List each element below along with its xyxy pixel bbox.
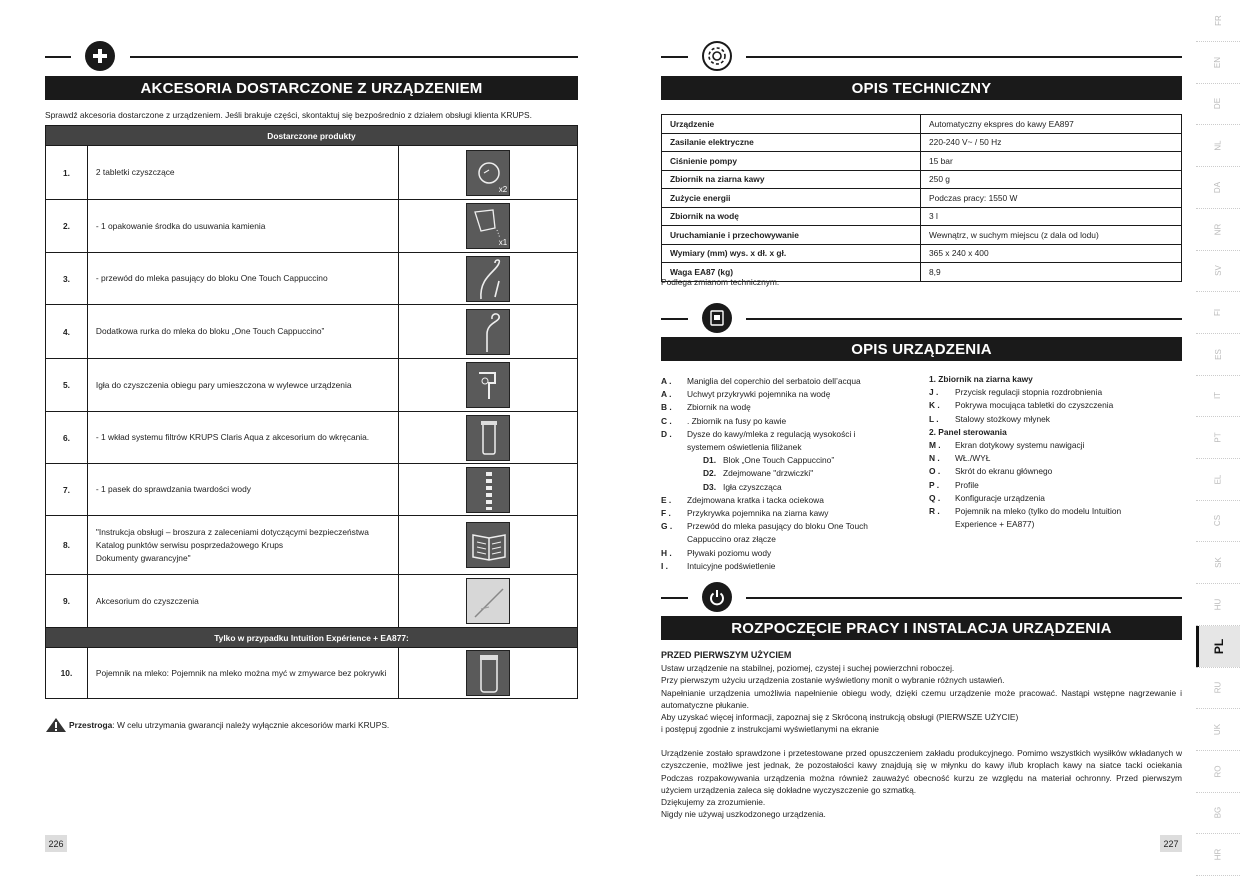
language-tab-uk[interactable]: UK: [1213, 723, 1223, 735]
coffee-machine-icon: [702, 303, 732, 333]
row-number: 8.: [46, 516, 88, 575]
section-title-device: OPIS URZĄDZENIA: [661, 337, 1182, 361]
spec-value: 250 g: [921, 170, 1182, 189]
language-tab-es[interactable]: ES: [1213, 348, 1223, 360]
spec-value: 220-240 V~ / 50 Hz: [921, 133, 1182, 152]
row-description: 2 tabletki czyszczące: [87, 146, 398, 200]
spec-row: [662, 133, 1182, 152]
spec-note: Podlega zmianom technicznym.: [661, 277, 780, 287]
list-item: M . Ekran dotykowy systemu nawigacji: [929, 440, 1085, 450]
table-row: [46, 648, 578, 699]
spec-key: Uruchamianie i przechowywanie: [662, 226, 921, 245]
list-item: R . Pojemnik na mleko (tylko do modelu Intuition: [929, 506, 1122, 516]
spec-key: Waga EA87 (kg): [662, 263, 921, 282]
language-tab-sk[interactable]: SK: [1213, 557, 1223, 568]
gear-icon: [702, 41, 732, 71]
table-subheader: Tylko w przypadku Intuition Expérience + EA877:: [46, 628, 578, 648]
spec-value: 3 l: [921, 207, 1182, 226]
spec-key: Zbiornik na ziarna kawy: [662, 170, 921, 189]
table-row: [46, 412, 578, 464]
list-item: F . Przykrywka pojemnika na ziarna kawy: [661, 508, 829, 518]
spec-row: [662, 170, 1182, 189]
row-number: 3.: [46, 253, 88, 305]
table-row: [46, 516, 578, 575]
list-item: 2. Panel sterowania: [929, 426, 1007, 437]
page-number-right: 227: [1160, 835, 1182, 852]
warning-note: [45, 717, 389, 733]
spec-value: 365 x 240 x 400: [921, 244, 1182, 263]
language-tab-hu[interactable]: HU: [1213, 598, 1223, 611]
spec-value: Wewnątrz, w suchym miejscu (z dala od lodu): [921, 226, 1182, 245]
table-row: [46, 146, 578, 200]
spec-value: 8,9: [921, 263, 1182, 282]
cleaning-needle-icon: [466, 362, 510, 408]
row-description: - 1 wkład systemu filtrów KRUPS Claris Aqua z akcesorium do wkręcania.: [87, 412, 398, 464]
spec-row: [662, 244, 1182, 263]
list-item: G . Przewód do mleka pasujący do bloku One Touch: [661, 521, 868, 532]
first-use-paragraph: Ustaw urządzenie na stabilnej, poziomej, czystej i suchej powierzchni roboczej. Przy pierwszym użyciu urządzenia zostanie wyświetlony monit o wybranie różnych ustawień. Napełnianie urządzenia umożliwia napełnienie obiegu wody, dzięki czemu urządzenie może pracować. Nastąpi wstępne nagrzewanie i automatyczne płukanie. Aby uzyskać więcej informacji, zapoznaj się z Skróconą instrukcją obsługi (PIERWSZE UŻYCIE) i postępuj zgodnie z instrukcjami wyświetlanymi na ekranie: [661, 663, 1182, 735]
language-tab-en[interactable]: EN: [1213, 56, 1223, 68]
spec-row: [662, 115, 1182, 134]
section-title-tech: OPIS TECHNICZNY: [661, 76, 1182, 100]
plus-icon: [85, 41, 115, 71]
spec-key: Zużycie energii: [662, 189, 921, 208]
list-item: L . Stalowy stożkowy młynek: [929, 413, 1050, 424]
descaler-packet-icon: [466, 203, 510, 249]
notice-paragraph: Urządzenie zostało sprawdzone i przetestowane przed opuszczeniem zakładu produkcyjnego. Pomimo wszystkich wysiłków wkładanych w czyszczenie, możliwe jest jednak, że pozostałości kawy znajdują się w młynku do kawy i/lub kroplach kawy na siatce tacki ociekania Podczas rozpakowywania urządzenia można również zauważyć obecność kurzu ze względu na materiał ochronny. Przed pierwszym użyciem urządzenia zaleca się dokładne wyczyszczenie go szmatką. Dziękujemy za zrozumienie. Nigdy nie używaj uszkodzonego urządzenia.: [661, 748, 1182, 820]
row-description: - 1 opakowanie środka do usuwania kamienia: [87, 200, 398, 253]
list-item: systemem oświetlenia filiżanek: [687, 442, 802, 452]
section-title-start: ROZPOCZĘCIE PRACY I INSTALACJA URZĄDZENIA: [661, 616, 1182, 640]
list-item: O . Skrót do ekranu głównego: [929, 466, 1053, 477]
spec-key: Wymiary (mm) wys. x dł. x gł.: [662, 244, 921, 263]
list-item: N . WŁ./WYŁ: [929, 453, 991, 464]
language-tab-ru[interactable]: RU: [1213, 681, 1223, 694]
table-row: [46, 253, 578, 305]
language-tab-de[interactable]: DE: [1213, 98, 1223, 110]
list-item: Q . Konfiguracje urządzenia: [929, 492, 1045, 503]
spec-key: Zasilanie elektryczne: [662, 133, 921, 152]
list-item: B . Zbiornik na wodę: [661, 402, 751, 413]
row-description: Akcesorium do czyszczenia: [87, 575, 398, 628]
quantity-badge: x2: [498, 184, 508, 194]
first-use-heading: PRZED PIERWSZYM UŻYCIEM: [661, 650, 792, 660]
water-filter-icon: [466, 415, 510, 461]
language-tab-el[interactable]: EL: [1213, 474, 1223, 485]
manual-book-icon: [466, 522, 510, 568]
language-tab-fr[interactable]: FR: [1213, 15, 1223, 26]
table-header: Dostarczone produkty: [46, 126, 578, 146]
table-row: [46, 575, 578, 628]
list-item: P . Profile: [929, 479, 979, 490]
language-tab-pl[interactable]: PL: [1196, 626, 1240, 667]
cleaning-accessory-icon: [466, 578, 510, 624]
language-tab-it[interactable]: IT: [1213, 392, 1223, 400]
table-row: [46, 464, 578, 516]
language-tab-bg[interactable]: BG: [1213, 807, 1223, 819]
table-row: [46, 305, 578, 359]
spec-row: [662, 152, 1182, 171]
language-tab-pt[interactable]: PT: [1213, 432, 1223, 443]
accessories-table: [45, 125, 578, 699]
list-item: Cappuccino oraz złącze: [687, 534, 776, 545]
warning-label: Przestroga: [69, 720, 113, 730]
language-tab-sv[interactable]: SV: [1213, 265, 1223, 277]
list-item: I . Intuicyjne podświetlenie: [661, 560, 776, 571]
list-item: H . Pływaki poziomu wody: [661, 547, 772, 558]
quantity-badge: x1: [498, 238, 508, 247]
list-item: Experience + EA877): [955, 519, 1035, 530]
row-description: Pojemnik na mleko: Pojemnik na mleko można myć w zmywarce bez pokrywki: [87, 648, 398, 699]
milk-container-icon: [466, 650, 510, 696]
intro-text: Sprawdź akcesoria dostarczone z urządzeniem. Jeśli brakuje części, skontaktuj się bezpośrednio z działem obsługi klienta KRUPS.: [45, 110, 532, 120]
row-description: Dodatkowa rurka do mleka do bloku „One Touch Cappuccino”: [87, 305, 398, 359]
language-tab-cs[interactable]: CS: [1213, 515, 1223, 527]
spec-row: [662, 226, 1182, 245]
list-item: 1. Zbiornik na ziarna kawy: [929, 374, 1033, 384]
list-item: J . Przycisk regulacji stopnia rozdrobnienia: [929, 387, 1103, 398]
specs-table: [661, 114, 1182, 282]
row-description: - przewód do mleka pasujący do bloku One Touch Cappuccino: [87, 253, 398, 305]
row-number: 2.: [46, 200, 88, 253]
language-tab-fi[interactable]: FI: [1213, 308, 1223, 316]
list-item: D2. Zdejmowane "drzwiczki": [703, 468, 814, 479]
list-item: D . Dysze do kawy/mleka z regulacją wysokości i: [661, 428, 856, 439]
milk-tube-icon: [466, 256, 510, 302]
table-row: [46, 200, 578, 253]
warning-text: : W celu utrzymania gwarancji należy wyłącznie akcesoriów marki KRUPS.: [112, 720, 390, 730]
spec-value: 15 bar: [921, 152, 1182, 171]
row-number: 10.: [46, 648, 88, 699]
spec-key: Zbiornik na wodę: [662, 207, 921, 226]
section-title-accessories: AKCESORIA DOSTARCZONE Z URZĄDZENIEM: [45, 76, 578, 100]
row-number: 6.: [46, 412, 88, 464]
row-description: - 1 pasek do sprawdzania twardości wody: [87, 464, 398, 516]
table-row: [46, 359, 578, 412]
warning-icon: [45, 717, 67, 733]
list-item: A . Uchwyt przykrywki pojemnika na wodę: [661, 389, 831, 400]
list-item: A . Maniglia del coperchio del serbatoio dell’acqua: [661, 376, 861, 386]
language-tab-ro[interactable]: RO: [1213, 765, 1223, 778]
cleaning-tablet-icon: [466, 150, 510, 196]
list-item: C . . Zbiornik na fusy po kawie: [661, 415, 787, 426]
spec-value: Podczas pracy: 1550 W: [921, 189, 1182, 208]
list-item: K . Pokrywa mocująca tabletki do czyszczenia: [929, 400, 1114, 411]
list-item: D1. Blok „One Touch Cappuccino”: [703, 455, 835, 466]
list-item: D3. Igła czyszcząca: [703, 481, 782, 492]
water-hardness-strip-icon: [466, 467, 510, 513]
language-tab-nl[interactable]: NL: [1213, 140, 1223, 151]
language-tab-da[interactable]: DA: [1213, 181, 1223, 193]
row-number: 9.: [46, 575, 88, 628]
page-number-left: 226: [45, 835, 67, 852]
row-number: 4.: [46, 305, 88, 359]
spec-key: Ciśnienie pompy: [662, 152, 921, 171]
language-tab-hr[interactable]: HR: [1213, 848, 1223, 861]
spec-key: Urządzenie: [662, 115, 921, 134]
extra-milk-tube-icon: [466, 309, 510, 355]
row-description: Igła do czyszczenia obiegu pary umieszczona w wylewce urządzenia: [87, 359, 398, 412]
row-description: "Instrukcja obsługi – broszura z zaleceniami dotyczącymi bezpieczeństwa Katalog punktów serwisu posprzedażowego Krups Dokumenty gwarancyjne": [87, 516, 398, 575]
list-item: E . Zdejmowana kratka i tacka ociekowa: [661, 494, 824, 505]
spec-row: [662, 189, 1182, 208]
language-tab-nr[interactable]: NR: [1213, 223, 1223, 235]
spec-value: Automatyczny ekspres do kawy EA897: [921, 115, 1182, 134]
row-number: 1.: [46, 146, 88, 200]
spec-row: [662, 207, 1182, 226]
row-number: 7.: [46, 464, 88, 516]
row-number: 5.: [46, 359, 88, 412]
power-icon: [702, 582, 732, 612]
